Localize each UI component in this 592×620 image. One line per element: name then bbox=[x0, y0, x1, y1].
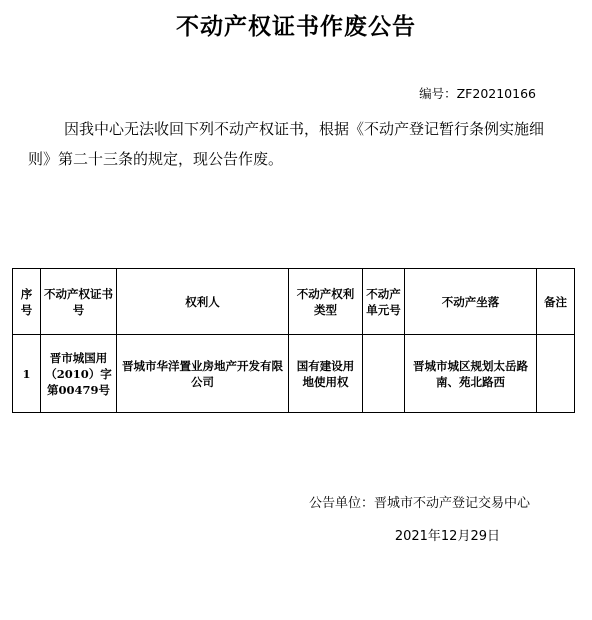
cell-holder: 晋城市华洋置业房地产开发有限公司 bbox=[117, 335, 289, 413]
table-row bbox=[13, 335, 575, 413]
cell-cert-number: 晋市城国用（2010）字第00479号 bbox=[41, 335, 117, 413]
issuing-unit: 公告单位：晋城市不动产登记交易中心 bbox=[308, 496, 530, 511]
cell-index: 1 bbox=[13, 335, 41, 413]
document-number: 编号：ZF20210166 bbox=[419, 86, 536, 101]
header-index: 序号 bbox=[13, 269, 41, 335]
cell-unit-number bbox=[363, 335, 405, 413]
cell-remarks bbox=[537, 335, 575, 413]
notice-title: 不动产权证书作废公告 bbox=[176, 13, 416, 40]
table-header-row bbox=[13, 269, 575, 335]
header-unit-number: 不动产单元号 bbox=[363, 269, 405, 335]
header-right-type: 不动产权利类型 bbox=[289, 269, 363, 335]
cell-right-type: 国有建设用地使用权 bbox=[289, 335, 363, 413]
header-cert-number: 不动产权证书号 bbox=[41, 269, 117, 335]
cell-location: 晋城市城区规划太岳路南、苑北路西 bbox=[405, 335, 537, 413]
notice-body: 因我中心无法收回下列不动产权证书，根据《不动产登记暂行条例实施细则》第二十三条的规定，现公告作废。 bbox=[28, 120, 545, 168]
header-remarks: 备注 bbox=[537, 269, 575, 335]
header-holder: 权利人 bbox=[117, 269, 289, 335]
header-location: 不动产坐落 bbox=[405, 269, 537, 335]
void-certificate-table bbox=[12, 268, 575, 413]
issue-date: 2021年12月29日 bbox=[394, 529, 500, 544]
